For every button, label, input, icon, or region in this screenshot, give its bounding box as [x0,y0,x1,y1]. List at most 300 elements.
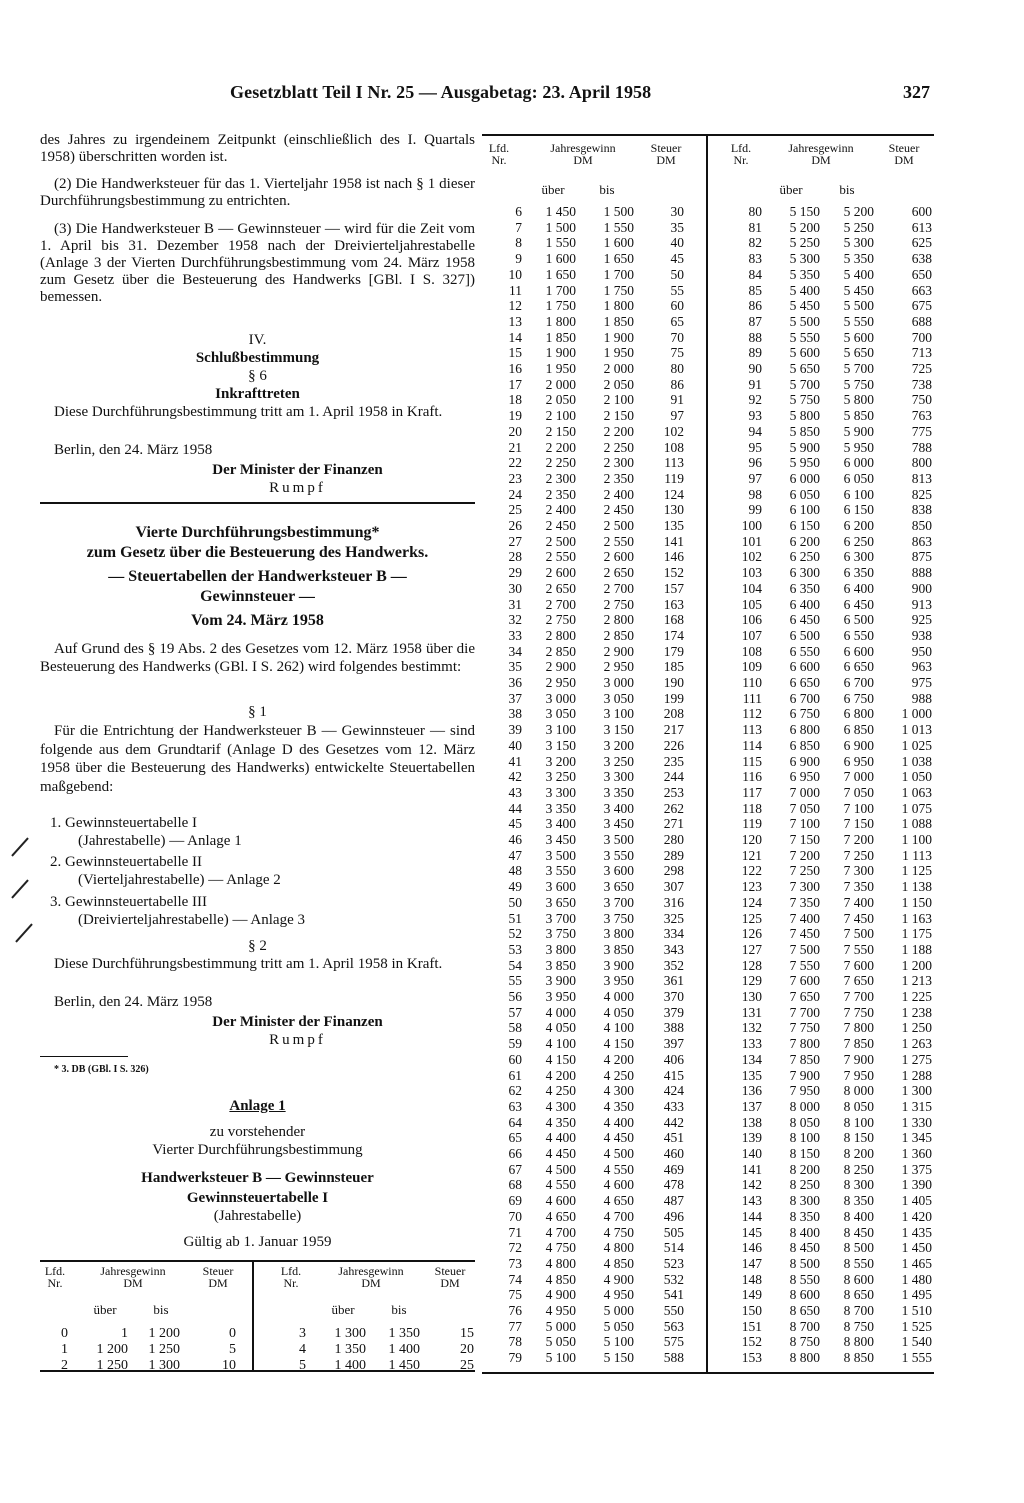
table-row-cell: 2 800 [603,612,634,628]
table-row-cell: 6 500 [843,612,874,628]
table-row-cell: 1 175 [901,926,932,942]
table-row-cell: 838 [911,502,932,518]
table-row-cell: 168 [663,612,684,628]
header-nr: Nr. [47,1276,63,1290]
table-row-cell: 5 100 [545,1350,576,1366]
table-row-cell: 3 100 [603,706,634,722]
table-row-cell: 143 [741,1193,762,1209]
table-row-cell: 2 200 [545,439,576,455]
table-row-cell: 8 250 [843,1161,874,1177]
table-row-cell: 4 050 [603,1004,634,1020]
header-nr: Nr. [733,153,749,167]
table-row-cell: 1 700 [603,266,634,282]
paragraph-effective-1: Diese Durchführungsbestimmung tritt am 1. April 1958 in Kraft. [54,404,443,420]
header-steuer: Steuer [202,1264,234,1278]
table-row-cell: 60 [670,298,684,314]
table-row-cell: 64 [508,1114,522,1130]
table-row-cell: 5 600 [843,329,874,345]
table-row-cell: 7 150 [843,816,874,832]
table-row-cell: 370 [663,989,684,1004]
table-row-cell: 52 [508,926,522,942]
table-row-cell: 5 900 [789,439,820,455]
table-row-cell: 13 [508,313,522,329]
table-row-cell: 16 [508,361,522,376]
header-lfd: Lfd. [44,1264,66,1278]
table-row-cell: 5 550 [843,313,874,329]
table-row-cell: 505 [663,1224,684,1240]
table-row-cell: 17 [508,376,522,392]
section-iv: IV. [248,332,267,348]
table-row-cell: 99 [748,502,762,518]
table-row-cell: 8 500 [843,1240,874,1256]
table-row-cell: 1 315 [901,1098,932,1114]
table-row-cell: 3 700 [603,894,634,910]
table-title-3: (Jahrestabelle) [213,1208,302,1224]
table-row-cell: 298 [663,863,684,879]
table-row-cell: 49 [508,879,522,895]
table-row-cell: 2 400 [603,486,634,502]
table-row-cell: 8 200 [789,1161,820,1177]
divider [40,502,475,504]
table-row-cell: 575 [663,1334,684,1350]
table-row-cell: 3 250 [603,753,634,769]
table-row-cell: 4 100 [545,1036,576,1052]
anlage-heading: Anlage 1 [229,1098,286,1114]
table-row-cell: 147 [741,1255,762,1271]
table-row-cell: 3 250 [545,769,576,785]
table-row-cell: 60 [508,1051,522,1067]
table-row-cell: 1 345 [901,1130,932,1146]
table-row-cell: 6 300 [789,565,820,581]
table-row-cell: 8 000 [789,1098,820,1114]
table-row-cell: 7 700 [843,989,874,1004]
table-row-cell: 788 [911,439,932,455]
table-row-cell: 7 150 [789,832,820,847]
table-row-cell: 91 [670,392,684,408]
table-row-cell: 750 [911,392,932,408]
table-row-cell: 523 [663,1255,684,1271]
paragraph-2-sign: § 2 [248,938,267,954]
table-row-cell: 112 [742,706,762,722]
table-row-cell: 3 200 [545,753,576,769]
table-row-cell: 663 [911,282,932,298]
minister-2: Der Minister der Finanzen [212,1014,383,1030]
table-row-cell: 120 [741,832,762,847]
table-row-cell: 6 800 [789,722,820,738]
table-row-cell: 2 350 [603,470,634,486]
table-row-cell: 63 [508,1098,522,1114]
right-table [482,134,934,1374]
table-row-cell: 7 600 [789,973,820,989]
table-row-cell: 7 900 [843,1051,874,1067]
table-row-cell: 6 350 [789,580,820,596]
table-row-cell: 3 800 [603,926,634,942]
title-line-2: zum Gesetz über die Besteuerung des Handwerks. [86,544,429,561]
table-row-cell: 93 [748,408,762,424]
table-row-cell: 124 [741,894,762,910]
table-row-cell: 3 050 [603,690,634,706]
table-row-cell: 3 950 [603,973,634,989]
table-row-cell: 140 [741,1146,762,1161]
header-ueber: über [541,182,565,197]
table-row-cell: 1 [61,1342,68,1357]
table-row-cell: 800 [911,455,932,471]
table-row-cell: 25 [460,1358,474,1373]
header-jahresgewinn: Jahresgewinn [788,141,854,155]
table-row-cell: 6 100 [789,502,820,518]
table-row-cell: 6 800 [843,706,874,722]
bottom-table [40,1260,475,1372]
table-row-cell: 1 550 [545,235,576,251]
table-row-cell: 199 [663,690,684,706]
table-row-cell: 6 150 [789,518,820,533]
table-row-cell: 76 [508,1303,522,1318]
table-row-cell: 1 150 [901,894,932,910]
table-row-cell: 7 600 [843,957,874,973]
table-row-cell: 738 [911,376,932,392]
table-row-cell: 6 200 [843,518,874,533]
table-row-cell: 185 [663,659,684,675]
table-title-1: Handwerksteuer B — Gewinnsteuer [141,1170,374,1186]
table-row-cell: 5 700 [789,376,820,392]
table-row-cell: 41 [508,753,522,769]
table-row-cell: 20 [460,1342,474,1357]
table-row-cell: 14 [508,329,522,345]
table-row-cell: 988 [911,690,932,706]
table-row-cell: 217 [663,722,684,738]
page-header [40,82,930,112]
table-row-cell: 6 550 [789,643,820,659]
title-line-3: — Steuertabellen der Handwerksteuer B — [108,568,407,585]
table-row-cell: 75 [670,345,684,361]
table-row-cell: 5 300 [843,235,874,251]
table-row-cell: 80 [748,204,762,219]
title-line-4: Gewinnsteuer — [200,588,315,605]
table-row-cell: 84 [748,266,762,282]
table-row-cell: 6 000 [843,455,874,471]
table-row-cell: 118 [742,800,762,816]
table-row-cell: 135 [741,1067,762,1083]
table-row-cell: 6 150 [843,502,874,518]
table-row-cell: 2 100 [545,408,576,424]
table-row-cell: 5 150 [603,1350,634,1366]
table-row-cell: 7 050 [843,784,874,800]
header-dm: DM [440,1276,460,1290]
table-row-cell: 121 [741,847,762,863]
table-row-cell: 83 [748,251,762,267]
table-row-cell: 4 400 [545,1130,576,1146]
table-row-cell: 8 250 [789,1177,820,1193]
table-row-cell: 30 [670,204,684,219]
table-row-cell: 2 300 [545,470,576,486]
table-row-cell: 1 038 [901,753,932,769]
table-row-cell: 163 [663,596,684,612]
paragraph-continuation: des Jahres zu irgendeinem Zeitpunkt (einschließlich des I. Quartals 1958) überschritten worden ist. [40,132,475,165]
table-row-cell: 262 [663,800,684,816]
table-row-cell: 139 [741,1130,762,1146]
table-row-cell: 65 [670,313,684,329]
table-row-cell: 1 200 [901,957,932,973]
table-row-cell: 4 650 [545,1208,576,1224]
table-row-cell: 7 200 [843,832,874,847]
table-row-cell: 8 600 [789,1287,820,1303]
table-row-cell: 119 [742,816,762,832]
table-row-cell: 129 [741,973,762,989]
table-row-cell: 82 [748,235,762,251]
table-row-cell: 48 [508,863,522,879]
table-row-cell: 127 [741,941,762,957]
table-row-cell: 563 [663,1318,684,1334]
table-row-cell: 7 750 [843,1004,874,1020]
table-row-cell: 325 [663,910,684,926]
table-row-cell: 92 [748,392,762,408]
table-row-cell: 379 [663,1004,684,1020]
table-row-cell: 8 100 [843,1114,874,1130]
table-row-cell: 19 [508,408,522,424]
paragraph-1-sign: § 1 [248,704,267,720]
paragraph-6-title: Inkrafttreten [215,386,300,402]
table-row-cell: 6 650 [843,659,874,675]
table-row-cell: 5 800 [789,408,820,424]
table-row-cell: 4 850 [545,1271,576,1287]
table-row-cell: 1 013 [901,722,932,738]
table-row-cell: 104 [741,580,762,596]
table-row-cell: 55 [508,973,522,989]
table-row-cell: 1 300 [148,1358,180,1373]
table-row-cell: 138 [741,1114,762,1130]
table-row-cell: 7 [515,219,522,235]
table-row-cell: 1 330 [901,1114,932,1130]
table-row-cell: 514 [663,1240,684,1256]
table-row-cell: 97 [670,408,684,424]
table-row-cell: 7 350 [843,879,874,895]
table-valid-date: Gültig ab 1. Januar 1959 [183,1234,332,1250]
table-row-cell: 131 [741,1004,762,1020]
table-row-cell: 113 [664,455,684,471]
table-row-cell: 141 [663,533,684,549]
table-row-cell: 5 850 [789,423,820,439]
table-row-cell: 975 [911,675,932,690]
table-row-cell: 3 600 [603,863,634,879]
table-row-cell: 244 [663,769,684,785]
table-row-cell: 9 [515,251,522,267]
table-row-cell: 133 [741,1036,762,1052]
table-row-cell: 6 900 [789,753,820,769]
table-row-cell: 50 [670,266,684,282]
table-row-cell: 128 [741,957,762,973]
table-row-cell: 10 [508,266,522,282]
table-row-cell: 226 [663,737,684,753]
table-row-cell: 4 300 [545,1098,576,1114]
table-row-cell: 4 100 [603,1020,634,1036]
table-row-cell: 925 [911,612,932,628]
table-row-cell: 5 300 [789,251,820,267]
header-bis: bis [391,1302,407,1317]
table-row-cell: 117 [742,784,762,800]
minister-1: Der Minister der Finanzen [212,462,383,478]
table-row-cell: 8 200 [843,1146,874,1161]
table-row-cell: 8 300 [843,1177,874,1193]
margin-mark [11,837,29,856]
table-row-cell: 45 [670,251,684,267]
table-row-cell: 2 450 [603,502,634,518]
table-row-cell: 8 400 [843,1208,874,1224]
table-row-cell: 8 550 [789,1271,820,1287]
table-row-cell: 4 900 [603,1271,634,1287]
page-title: Gesetzblatt Teil I Nr. 25 — Ausgabetag: 23. April 1958 [230,82,652,102]
table-row-cell: 12 [508,298,522,314]
table-row-cell: 11 [509,282,522,298]
table-row-cell: 442 [663,1114,684,1130]
table-row-cell: 73 [508,1255,522,1271]
table-row-cell: 4 700 [603,1208,634,1224]
table-row-cell: 15 [460,1326,474,1341]
table-row-cell: 5 500 [789,313,820,329]
table-row-cell: 6 600 [843,643,874,659]
table-row-cell: 4 450 [603,1130,634,1146]
table-row-cell: 1 435 [901,1224,932,1240]
table-row-cell: 1 850 [603,313,634,329]
table-row-cell: 1 225 [901,989,932,1004]
table-row-cell: 79 [508,1350,522,1366]
table-row-cell: 1 200 [96,1342,128,1357]
table-row-cell: 451 [663,1130,684,1146]
table-row-cell: 5 200 [789,219,820,235]
table-row-cell: 7 900 [789,1067,820,1083]
table-row-cell: 4 300 [603,1083,634,1099]
table-row-cell: 1 450 [388,1358,420,1373]
table-row-cell: 1 300 [901,1083,932,1099]
table-row-cell: 8 [515,235,522,251]
table-row-cell: 1 750 [545,298,576,314]
table-row-cell: 4 350 [545,1114,576,1130]
paragraph-1-text: Für die Entrichtung der Handwerksteuer B — Gewinnsteuer — sind folgende aus dem Grundtarif (Anlage D des Gesetzes vom 12. März 1958 über die Besteuerung des Handwerks) entwickelte Steuertabellen maßgebend: [40,723,475,795]
table-row-cell: 6 400 [843,580,874,596]
table-row-cell: 7 300 [789,879,820,895]
table-row-cell: 289 [663,847,684,863]
table-row-cell: 6 050 [789,486,820,502]
table-row-cell: 130 [741,989,762,1004]
table-row-cell: 33 [508,627,522,643]
anlage-sub-1: zu vorstehender [209,1124,306,1140]
table-row-cell: 1 550 [603,219,634,235]
table-row-cell: 588 [663,1350,684,1366]
table-row-cell: 2 400 [545,502,576,518]
table-row-cell: 1 450 [545,204,576,219]
table-row-cell: 3 450 [545,832,576,847]
table-row-cell: 1 800 [603,298,634,314]
table-row-cell: 137 [741,1098,762,1114]
header-steuer: Steuer [888,141,920,155]
table-row-cell: 6 500 [789,627,820,643]
table-row-cell: 123 [741,879,762,895]
table-row-cell: 8 600 [843,1271,874,1287]
table-row-cell: 28 [508,549,522,565]
table-row-cell: 5 950 [789,455,820,471]
table-row-cell: 51 [508,910,522,926]
table-row-cell: 58 [508,1020,522,1036]
table-row-cell: 3 750 [545,926,576,942]
table-row-cell: 5 000 [545,1318,576,1334]
table-row-cell: 110 [742,675,762,690]
table-row-cell: 5 400 [843,266,874,282]
table-row-cell: 1 288 [901,1067,932,1083]
table-row-cell: 18 [508,392,522,408]
table-row-cell: 35 [508,659,522,675]
table-row-cell: 105 [741,596,762,612]
table-row-cell: 352 [663,957,684,973]
table-row-cell: 136 [741,1083,762,1099]
table-row-cell: 8 750 [843,1318,874,1334]
table-row-cell: 38 [508,706,522,722]
table-row-cell: 5 600 [789,345,820,361]
table-row-cell: 963 [911,659,932,675]
table-row-cell: 5 200 [843,204,874,219]
table-row-cell: 5 350 [843,251,874,267]
table-row-cell: 71 [508,1224,522,1240]
table-row-cell: 1 213 [901,973,932,989]
paragraph-6: § 6 [248,368,267,384]
table-row-cell: 36 [508,675,522,690]
header-dm: DM [573,153,593,167]
table-row-cell: 5 650 [843,345,874,361]
table-row-cell: 1 950 [603,345,634,361]
table-row-cell: 1 025 [901,737,932,753]
table-row-cell: 1 075 [901,800,932,816]
table-row-cell: 149 [741,1287,762,1303]
table-row-cell: 101 [741,533,762,549]
table-row-cell: 1 350 [334,1342,366,1357]
table-row-cell: 8 850 [843,1350,874,1366]
table-row-cell: 6 250 [789,549,820,565]
table-row-cell: 8 650 [843,1287,874,1303]
table-row-cell: 8 800 [789,1350,820,1366]
table-row-cell: 4 350 [603,1098,634,1114]
table-row-cell: 26 [508,518,522,533]
table-row-cell: 3 900 [603,957,634,973]
table-row-cell: 6 850 [843,722,874,738]
table-row-cell: 1 500 [603,204,634,219]
table-row-cell: 8 050 [843,1098,874,1114]
table-row-cell: 44 [508,800,522,816]
table-row-cell: 6 600 [789,659,820,675]
table-row-cell: 487 [663,1193,684,1209]
table-row-cell: 69 [508,1193,522,1209]
table-row-cell: 179 [663,643,684,659]
table-row-cell: 7 200 [789,847,820,863]
table-row-cell: 80 [670,361,684,376]
table-row-cell: 135 [663,518,684,533]
table-row-cell: 7 550 [843,941,874,957]
header-lfd: Lfd. [280,1264,302,1278]
bottom-table-divider [252,1260,254,1372]
header-dm: DM [811,153,831,167]
table-row-cell: 102 [663,423,684,439]
table-row-cell: 4 500 [545,1161,576,1177]
list-item-2: 2. Gewinnsteuertabelle II [50,854,203,870]
table-row-cell: 1 250 [96,1358,128,1373]
table-row-cell: 153 [741,1350,762,1366]
table-row-cell: 70 [508,1208,522,1224]
table-row-cell: 406 [663,1051,684,1067]
table-row-cell: 675 [911,298,932,314]
list-item-3: 3. Gewinnsteuertabelle III [50,894,208,910]
table-row-cell: 2 750 [603,596,634,612]
table-row-cell: 4 200 [603,1051,634,1067]
table-row-cell: 54 [508,957,522,973]
signature-1: Rumpf [269,480,326,496]
table-row-cell: 145 [741,1224,762,1240]
